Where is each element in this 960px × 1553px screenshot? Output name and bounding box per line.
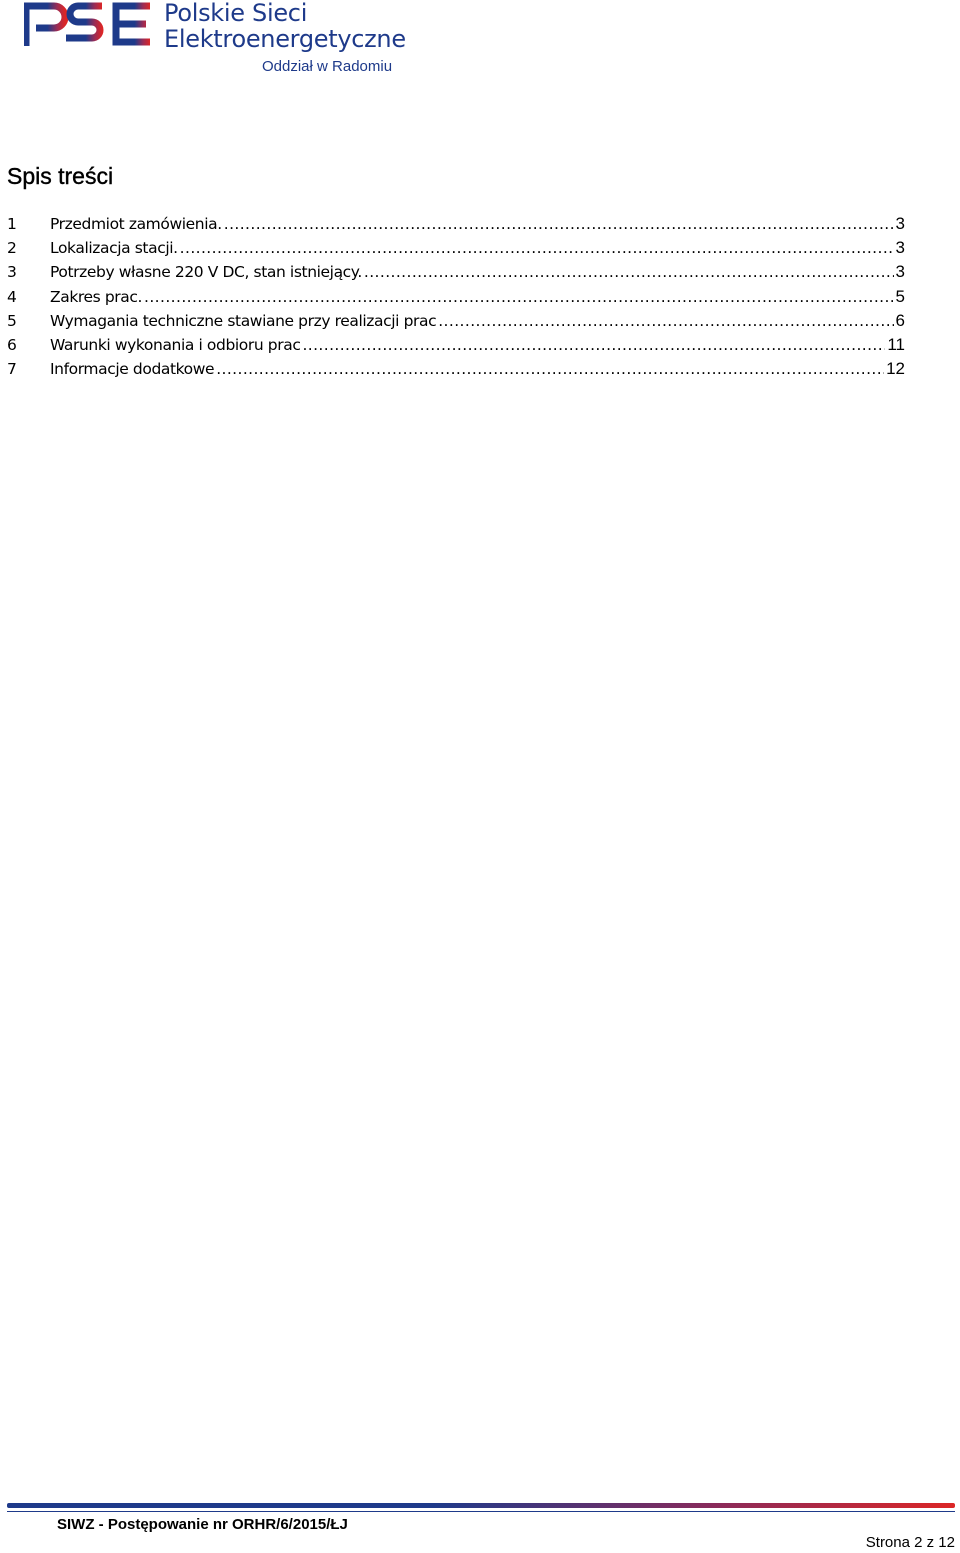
table-of-contents: [7, 214, 905, 383]
toc-entry[interactable]: [7, 359, 905, 383]
toc-entry-title[interactable]: Zakres prac.: [50, 287, 143, 306]
toc-leader-dots: [364, 263, 894, 281]
toc-entry[interactable]: [7, 262, 905, 286]
toc-entry-page[interactable]: 11: [887, 334, 905, 354]
toc-entry-title[interactable]: Potrzeby własne 220 V DC, stan istniejący.: [50, 263, 362, 282]
toc-leader-dots: [302, 336, 885, 354]
company-name-line1: Polskie Sieci: [164, 0, 308, 27]
toc-entry-number: 4: [7, 287, 17, 306]
toc-entry[interactable]: [7, 311, 905, 335]
toc-entry-page[interactable]: 3: [895, 238, 905, 258]
toc-title: Spis treści: [7, 163, 114, 189]
toc-entry-number: 6: [7, 335, 17, 354]
toc-entry[interactable]: [7, 214, 905, 238]
toc-entry-number: 2: [7, 239, 17, 258]
footer-divider: [7, 1511, 955, 1512]
toc-leader-dots: [438, 312, 893, 330]
toc-entry-page[interactable]: 5: [895, 286, 905, 306]
toc-entry-title[interactable]: Wymagania techniczne stawiane przy realizacji prac: [50, 311, 437, 330]
company-name: [164, 0, 406, 52]
toc-entry-title[interactable]: Przedmiot zamówienia.: [50, 215, 222, 233]
toc-leader-dots: [224, 215, 894, 233]
toc-entry-page[interactable]: 12: [886, 359, 905, 379]
page-header: [24, 0, 424, 80]
toc-entry-title[interactable]: Warunki wykonania i odbioru prac: [50, 335, 301, 354]
toc-entry-page[interactable]: 6: [895, 310, 905, 330]
footer-page-number: Strona 2 z 12: [865, 1534, 955, 1551]
toc-entry-number: 5: [7, 311, 17, 330]
toc-entry-number: 7: [7, 360, 17, 379]
toc-leader-dots: [216, 360, 884, 378]
toc-entry[interactable]: [7, 335, 905, 359]
branch-name: Oddział w Radomiu: [262, 58, 393, 75]
toc-entry[interactable]: [7, 238, 905, 262]
toc-entry-page[interactable]: 3: [895, 214, 905, 233]
company-name-line2: Elektroenergetyczne: [164, 25, 406, 53]
toc-entry[interactable]: [7, 287, 905, 311]
toc-entry-number: 1: [7, 215, 17, 233]
toc-entry-page[interactable]: 3: [895, 262, 905, 282]
toc-entry-number: 3: [7, 263, 17, 282]
toc-entry-title[interactable]: Informacje dodatkowe: [50, 360, 215, 379]
toc-entry-title[interactable]: Lokalizacja stacji.: [50, 239, 178, 258]
pse-logo-mark: [24, 2, 152, 48]
toc-leader-dots: [144, 288, 894, 306]
footer-gradient-bar: [7, 1503, 955, 1508]
toc-leader-dots: [180, 239, 894, 257]
footer-document-reference: SIWZ - Postępowanie nr ORHR/6/2015/ŁJ: [57, 1516, 348, 1533]
